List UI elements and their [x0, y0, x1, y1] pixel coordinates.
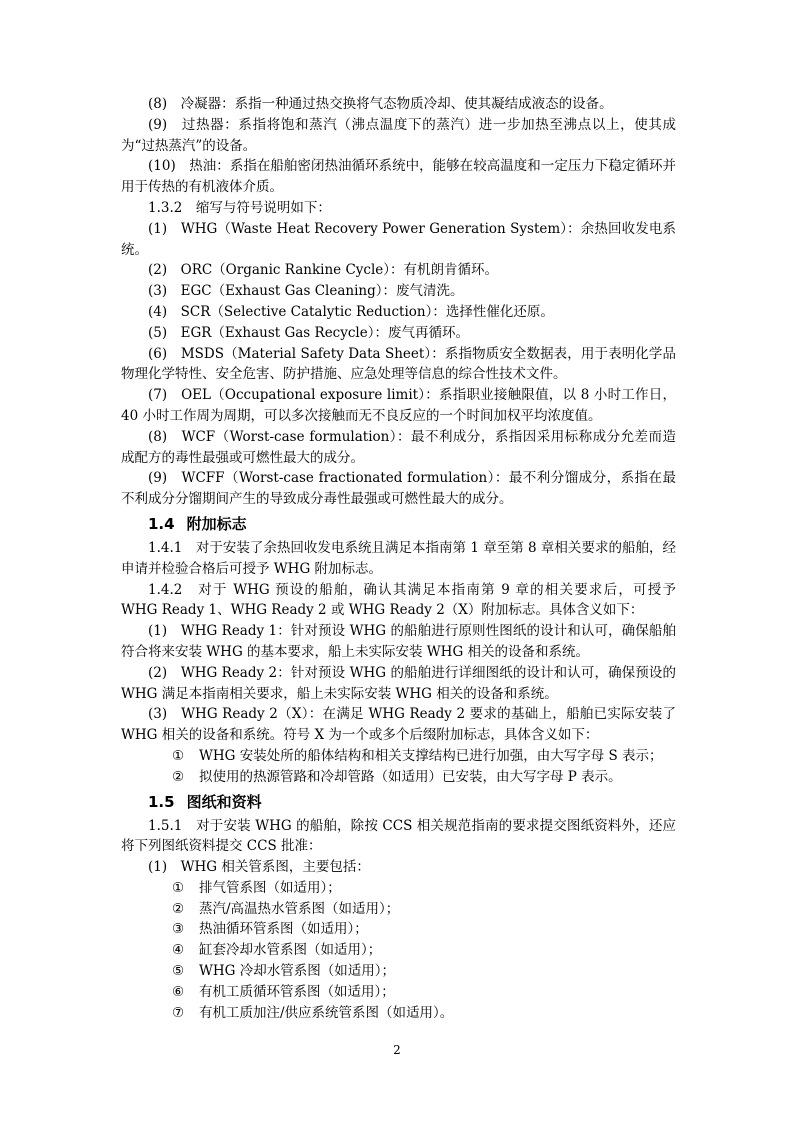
paragraph: (8) WCF（Worst-case formulation）：最不利成分，系指因采用标称成分允差而造成配方的毒性最强或可燃性最大的成分。 — [121, 428, 676, 466]
paragraph: (10) 热油：系指在船舶密闭热油循环系统中，能够在较高温度和一定压力下稳定循环并用于传热的有机液体介质。 — [121, 158, 676, 196]
list-item — [121, 940, 676, 961]
list-marker: ① — [172, 879, 185, 896]
list-marker: ② — [172, 900, 185, 917]
list-text: WHG 冷却水管系图（如适用）； — [199, 963, 395, 980]
list-marker: ② — [172, 768, 185, 785]
section-number: 1.4 — [148, 514, 175, 533]
section-title: 图纸和资料 — [186, 792, 262, 811]
paragraph: (1) WHG Ready 1：针对预设 WHG 的船舶进行原则性图纸的设计和认可，确保船舶符合将来安装 WHG 的基本要求，船上未实际安装 WHG 相关的设备和系统。 — [121, 623, 676, 660]
list-item — [121, 899, 676, 920]
list-marker: ⑤ — [172, 963, 185, 980]
section-number: 1.5 — [148, 792, 175, 811]
paragraph: (4) SCR（Selective Catalytic Reduction）：选择性催化还原。 — [148, 303, 554, 320]
paragraph: (2) WHG Ready 2：针对预设 WHG 的船舶进行详细图纸的设计和认可，确保预设的 WHG 满足本指南相关要求，船上未实际安装 WHG 相关的设备和系统。 — [121, 664, 676, 702]
list-text: 排气管系图（如适用）； — [199, 879, 341, 896]
list-text: 缸套冷却水管系图（如适用）； — [199, 942, 382, 959]
list-marker: ⑦ — [172, 1004, 185, 1021]
list-text: 拟使用的热源管路和冷却管路（如适用）已安装，由大写字母 P 表示。 — [199, 768, 622, 785]
section-title: 附加标志 — [186, 514, 247, 533]
list-text: WHG 安装处所的船体结构和相关支撑结构已进行加强，由大写字母 S 表示； — [199, 747, 663, 764]
paragraph: (1) WHG 相关管系图，主要包括： — [148, 859, 370, 876]
list-item — [121, 767, 676, 788]
list-item — [121, 982, 676, 1003]
section-heading-1-4 — [148, 513, 676, 535]
paragraph: (9) WCFF（Worst-case fractionated formulation）：最不利分馏成分，系指在最不利成分分馏期间产生的导致成分毒性最强或可燃性最大的成分。 — [121, 470, 676, 508]
paragraph: 1.4.2 对于 WHG 预设的船舶，确认其满足本指南第 9 章的相关要求后，可授予 WHG Ready 1、WHG Ready 2 或 WHG Ready 2（X）附加标志。具体含义如下： — [121, 581, 676, 619]
list-marker: ③ — [172, 921, 185, 938]
page-content — [121, 94, 676, 1023]
list-marker: ① — [172, 747, 185, 764]
list-item — [121, 1003, 676, 1024]
paragraph: (3) EGC（Exhaust Gas Cleaning）：废气清洗。 — [148, 283, 464, 300]
list-item — [121, 961, 676, 982]
list-text: 有机工质加注/供应系统管系图（如适用）。 — [199, 1004, 454, 1021]
list-item — [121, 746, 676, 767]
section-heading-1-5 — [148, 791, 676, 813]
paragraph: 1.5.1 对于安装 WHG 的船舶，除按 CCS 相关规范指南的要求提交图纸资料外，还应将下列图纸资料提交 CCS 批准： — [121, 817, 676, 855]
list-marker: ⑥ — [172, 983, 185, 1000]
list-text: 有机工质循环管系图（如适用）； — [199, 983, 395, 1000]
list-item — [121, 878, 676, 899]
paragraph: (8) 冷凝器：系指一种通过热交换将气态物质冷却、使其凝结成液态的设备。 — [148, 96, 613, 112]
list-text: 蒸汽/高温热水管系图（如适用）； — [199, 900, 400, 917]
paragraph: (1) WHG（Waste Heat Recovery Power Generation System）：余热回收发电系统。 — [121, 220, 676, 258]
paragraph: (3) WHG Ready 2（X）：在满足 WHG Ready 2 要求的基础上，船舶已实际安装了 WHG 相关的设备和系统。符号 X 为一个或多个后缀附加标志，具体含义如下： — [121, 706, 676, 744]
paragraph: (2) ORC（Organic Rankine Cycle）：有机朗肯循环。 — [148, 262, 499, 279]
page-number: 2 — [393, 1043, 401, 1057]
paragraph: (7) OEL（Occupational exposure limit）：系指职业接触限值，以 8 小时工作日，40 小时工作周为周期，可以多次接触而无不良反应的一个时间加权平均浓度值。 — [121, 387, 676, 424]
list-text: 热油循环管系图（如适用）； — [199, 921, 368, 938]
paragraph: 1.3.2 缩写与符号说明如下： — [148, 199, 331, 216]
paragraph: (6) MSDS（Material Safety Data Sheet）：系指物质安全数据表，用于表明化学品物理化学特性、安全危害、防护措施、应急处理等信息的综合性技术文件。 — [121, 345, 676, 383]
list-marker: ④ — [172, 942, 185, 959]
paragraph: (5) EGR（Exhaust Gas Recycle）：废气再循环。 — [148, 324, 469, 341]
paragraph: 1.4.1 对于安装了余热回收发电系统且满足本指南第 1 章至第 8 章相关要求的船舶，经申请并检验合格后可授予 WHG 附加标志。 — [121, 539, 676, 577]
list-item — [121, 919, 676, 940]
paragraph: (9) 过热器：系指将饱和蒸汽（沸点温度下的蒸汽）进一步加热至沸点以上，使其成为“过热蒸汽”的设备。 — [121, 116, 676, 154]
